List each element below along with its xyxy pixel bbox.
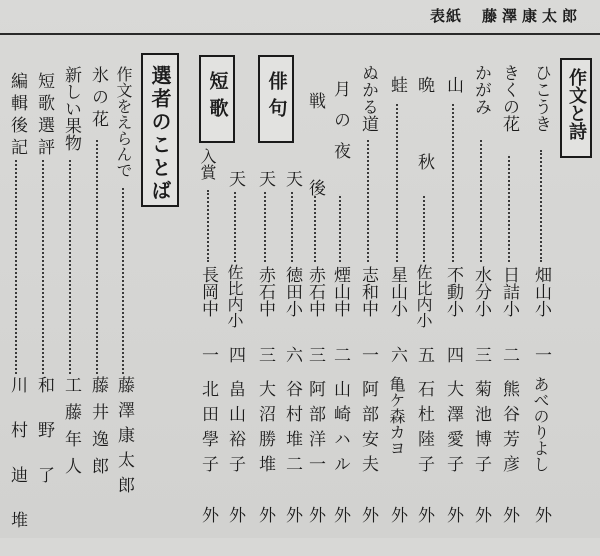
entry-school: 赤石中	[255, 266, 275, 317]
leader-dots	[42, 160, 44, 374]
entry-rank: 天	[282, 170, 302, 187]
entry-author: 亀ケ森カヨ	[387, 376, 406, 456]
entry-school: 日詰小	[499, 266, 519, 317]
entry-suffix: 外	[531, 506, 551, 523]
leader-dots	[122, 188, 124, 374]
entry-school: 赤石中	[305, 266, 325, 317]
leader-dots	[480, 140, 482, 262]
entry-grade: 一	[531, 346, 551, 363]
entry-author: 藤澤康太郎	[114, 376, 134, 501]
leader-dots	[508, 156, 510, 262]
leader-dots	[264, 192, 266, 262]
entry-grade: 二	[330, 346, 350, 363]
entry-suffix: 外	[358, 506, 378, 523]
entry-grade: 三	[305, 346, 325, 363]
leader-dots	[423, 196, 425, 262]
leader-dots	[339, 196, 341, 262]
entry-suffix: 外	[387, 506, 407, 523]
leader-dots	[207, 190, 209, 262]
section-tanka-title: 短歌	[206, 71, 229, 125]
entry-title: 作文をえらんで	[114, 66, 133, 178]
entry-title: 短歌選評	[34, 72, 54, 160]
entry-rank: 天	[255, 170, 275, 187]
entry-suffix: 外	[414, 506, 434, 523]
entry-title: 月の夜	[330, 80, 350, 173]
entry-author: 畠山裕子	[225, 380, 245, 480]
entry-school: 徳田小	[282, 266, 302, 317]
cover-label: 表紙	[429, 7, 462, 25]
leader-dots	[15, 160, 17, 374]
top-header	[0, 0, 600, 30]
entry-title: ぬかる道	[358, 64, 378, 132]
entry-title: ひこうき	[531, 64, 551, 132]
header-rule	[0, 33, 600, 35]
entry-title: きくの花	[499, 64, 519, 132]
entry-author: 北田學子	[198, 380, 218, 480]
section-tanka-box	[199, 55, 235, 143]
entry-author: 熊谷芳彦	[499, 380, 519, 480]
entry-school: 不動小	[443, 266, 463, 317]
section-sakubun-box	[560, 58, 592, 158]
leader-dots	[396, 104, 398, 262]
entry-grade: 二	[499, 346, 519, 363]
section-haiku-box	[258, 55, 294, 143]
entry-author: 大澤愛子	[443, 380, 463, 480]
section-sakubun-title: 作文と詩	[566, 68, 587, 140]
entry-author: 谷村堆二	[282, 380, 302, 480]
entry-grade: 一	[198, 346, 218, 363]
entry-school: 煙山中	[330, 266, 350, 317]
entry-school: 畑山小	[531, 266, 551, 317]
entry-title: かがみ	[471, 64, 491, 115]
entry-school: 佐比内小	[414, 264, 433, 328]
entry-suffix: 外	[499, 506, 519, 523]
section-senja-title: 選者のことば	[148, 65, 172, 203]
entry-title: 氷の花	[88, 66, 108, 132]
entry-author: 川村迪堆	[7, 376, 27, 556]
entry-author: 菊池博子	[471, 380, 491, 480]
entry-grade: 三	[255, 346, 275, 363]
leader-dots	[540, 150, 542, 262]
entry-grade: 四	[443, 346, 463, 363]
leader-dots	[291, 192, 293, 262]
entry-school: 長岡中	[198, 266, 218, 317]
entry-school: 志和中	[358, 266, 378, 317]
entry-author: 山崎ハル	[330, 380, 350, 480]
entry-suffix: 外	[282, 506, 302, 523]
leader-dots	[452, 104, 454, 262]
entry-title: 新しい果物	[61, 66, 81, 151]
entry-school: 水分小	[471, 266, 491, 317]
entry-title: 編輯後記	[7, 72, 27, 160]
entry-author: 大沼勝堆	[255, 380, 275, 480]
leader-dots	[314, 196, 316, 262]
entry-author: 藤井逸郎	[88, 376, 108, 484]
entry-title: 戦後	[305, 92, 325, 266]
entry-grade: 一	[358, 346, 378, 363]
entry-grade: 四	[225, 346, 245, 363]
entry-grade: 三	[471, 346, 491, 363]
entry-suffix: 外	[471, 506, 491, 523]
entry-grade: 六	[282, 346, 302, 363]
entry-suffix: 外	[443, 506, 463, 523]
entry-suffix: 外	[330, 506, 350, 523]
entry-author: 阿部洋一	[305, 380, 325, 480]
entry-suffix: 外	[225, 506, 245, 523]
entry-author: 和野了	[34, 376, 54, 511]
entry-author: 阿部安夫	[358, 380, 378, 480]
entry-title: 山	[443, 76, 463, 93]
entry-grade: 六	[387, 346, 407, 363]
entry-author: 工藤年人	[61, 376, 81, 484]
entry-suffix: 外	[255, 506, 275, 523]
entry-title: 晩秋	[414, 76, 434, 230]
entry-school: 星山小	[387, 266, 407, 317]
leader-dots	[96, 140, 98, 374]
leader-dots	[234, 192, 236, 262]
entry-title: 蛙	[387, 76, 407, 93]
entry-rank: 入賞	[198, 148, 217, 180]
entry-rank: 天	[225, 170, 245, 187]
entry-grade: 五	[414, 346, 434, 363]
section-senja-box	[141, 53, 179, 207]
entry-suffix: 外	[305, 506, 325, 523]
entry-author: 石杜陸子	[414, 380, 434, 480]
entry-suffix: 外	[198, 506, 218, 523]
leader-dots	[367, 140, 369, 262]
entry-author: あべのりよし	[531, 376, 550, 472]
leader-dots	[69, 160, 71, 374]
cover-artist-name: 藤澤康太郎	[481, 7, 582, 25]
section-haiku-title: 俳句	[265, 71, 288, 125]
entry-school: 佐比内小	[225, 264, 244, 328]
